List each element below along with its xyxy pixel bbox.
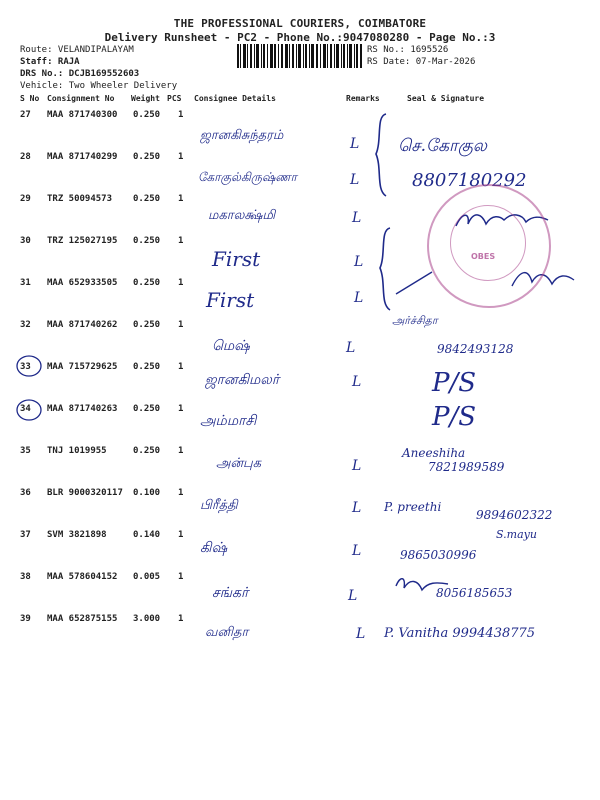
consignee-handwriting: பிரீத்தி [200, 498, 238, 513]
row-weight: 0.140 [133, 530, 161, 540]
row-pcs: 1 [178, 236, 184, 246]
table-row [0, 362, 600, 404]
row-sno: 38 [20, 572, 31, 582]
row-pcs: 1 [178, 362, 184, 372]
row-weight: 0.250 [133, 320, 161, 330]
consignee-handwriting: கிஷ் [200, 540, 228, 556]
signature: 9865030996 [400, 548, 477, 562]
row-pcs: 1 [178, 614, 184, 624]
row-pcs: 1 [178, 194, 184, 204]
row-weight: 0.005 [133, 572, 161, 582]
consignee-handwriting: First [206, 288, 255, 312]
remark-mark: L [350, 172, 360, 188]
consignee-handwriting: மகாலக்ஷ்மி [208, 208, 276, 223]
row-weight: 0.250 [133, 362, 161, 372]
consignee-handwriting: வனிதா [205, 625, 249, 640]
column-remarks: Remarks [346, 94, 380, 103]
row-consignment: MAA 652933505 [47, 278, 118, 288]
row-consignment: SVM 3821898 [47, 530, 107, 540]
row-consignment: MAA 652875155 [47, 614, 118, 624]
table-row [0, 446, 600, 488]
row-weight: 0.250 [133, 278, 161, 288]
bracket-mark [368, 110, 392, 200]
route-label: Route: VELANDIPALAYAM [20, 45, 134, 55]
consignee-handwriting: First [212, 247, 261, 271]
row-consignment: MAA 871740262 [47, 320, 118, 330]
row-consignment: MAA 715729625 [47, 362, 118, 372]
row-weight: 0.100 [133, 488, 161, 498]
row-weight: 0.250 [133, 194, 161, 204]
table-row [0, 110, 600, 152]
row-sno: 36 [20, 488, 31, 498]
row-sno: 29 [20, 194, 31, 204]
remark-mark: L [352, 458, 362, 474]
signature: 9894602322 [476, 508, 553, 522]
runsheet-subtitle: Delivery Runsheet - PC2 - Phone No.:9047080280 - Page No.:3 [104, 31, 496, 44]
remark-mark: L [356, 626, 366, 642]
consignee-handwriting: ஜானகிசுந்தரம் [200, 128, 284, 143]
vehicle-label: Vehicle: Two Wheeler Delivery [20, 81, 178, 91]
row-consignment: MAA 871740263 [47, 404, 118, 414]
row-consignment: BLR 9000320117 [47, 488, 123, 498]
row-weight: 0.250 [133, 446, 161, 456]
row-sno: 31 [20, 278, 31, 288]
row-pcs: 1 [178, 446, 184, 456]
row-pcs: 1 [178, 110, 184, 120]
signature: 8056185653 [436, 586, 513, 600]
row-sno: 35 [20, 446, 31, 456]
row-weight: 0.250 [133, 404, 161, 414]
row-weight: 0.250 [133, 110, 161, 120]
consignee-handwriting: ஜானகிமலர் [205, 372, 280, 388]
signature: அர்ச்சிதா [392, 314, 438, 327]
staff-label: Staff: RAJA [20, 57, 80, 67]
column-pcs: PCS [167, 94, 182, 103]
row-consignment: TNJ 1019955 [47, 446, 107, 456]
row-pcs: 1 [178, 530, 184, 540]
row-pcs: 1 [178, 320, 184, 330]
row-sno: 39 [20, 614, 31, 624]
row-consignment: MAA 871740299 [47, 152, 118, 162]
signature: செ.கோகுல [398, 136, 487, 156]
column-consignee: Consignee Details [194, 94, 276, 103]
consignee-handwriting: அன்புக [216, 456, 262, 471]
drs-label: DRS No.: DCJB169552603 [20, 69, 140, 79]
consignee-handwriting: கோகுல்கிருஷ்ணா [198, 170, 297, 184]
signature-scribble [392, 574, 452, 598]
signature: P/S [432, 402, 477, 432]
consignee-handwriting: மெஷ் [212, 338, 250, 354]
remark-mark: L [350, 136, 360, 152]
row-circle-mark [14, 352, 44, 380]
column-sno: S No [20, 94, 40, 103]
row-pcs: 1 [178, 572, 184, 582]
signature: 9842493128 [437, 342, 514, 356]
row-consignment: MAA 578604152 [47, 572, 118, 582]
remark-mark: L [346, 340, 356, 356]
table-row [0, 404, 600, 446]
column-weight: Weight [131, 94, 160, 103]
remark-mark: L [352, 500, 362, 516]
consignee-handwriting: அம்மாசி [200, 413, 257, 429]
signature: 7821989589 [428, 460, 505, 474]
row-consignment: MAA 871740300 [47, 110, 118, 120]
signature: P. Vanitha 9994438775 [384, 626, 536, 641]
row-sno: 27 [20, 110, 31, 120]
remark-mark: L [354, 254, 364, 270]
remark-mark: L [352, 210, 362, 226]
row-sno: 30 [20, 236, 31, 246]
remark-mark: L [348, 588, 358, 604]
barcode [237, 44, 362, 68]
rs-date: RS Date: 07-Mar-2026 [367, 57, 476, 67]
row-weight: 3.000 [133, 614, 161, 624]
rs-number: RS No.: 1695526 [367, 45, 449, 55]
column-seal: Seal & Signature [407, 94, 485, 103]
stamp-text: OBES [471, 252, 496, 261]
remark-mark: L [354, 290, 364, 306]
column-consignment: Consignment No [47, 94, 115, 103]
row-weight: 0.250 [133, 236, 161, 246]
signature: Aneeshiha [402, 446, 466, 460]
signature: 8807180292 [412, 170, 527, 191]
signature: P/S [432, 368, 477, 398]
company-stamp-inner [450, 205, 526, 281]
row-sno: 28 [20, 152, 31, 162]
row-sno: 32 [20, 320, 31, 330]
remark-mark: L [352, 543, 362, 559]
signature: P. preethi [384, 500, 442, 514]
row-weight: 0.250 [133, 152, 161, 162]
remark-mark: L [352, 374, 362, 390]
row-sno: 33 [20, 362, 31, 372]
row-pcs: 1 [178, 404, 184, 414]
row-pcs: 1 [178, 152, 184, 162]
row-sno: 37 [20, 530, 31, 540]
row-pcs: 1 [178, 488, 184, 498]
consignee-handwriting: சங்கர் [212, 585, 249, 601]
row-sno: 34 [20, 404, 31, 414]
signature: S.mayu [496, 528, 537, 541]
row-pcs: 1 [178, 278, 184, 288]
row-consignment: TRZ 125027195 [47, 236, 118, 246]
row-circle-mark [14, 396, 44, 424]
runsheet-title: THE PROFESSIONAL COURIERS, COIMBATORE [173, 17, 427, 30]
row-consignment: TRZ 50094573 [47, 194, 113, 204]
